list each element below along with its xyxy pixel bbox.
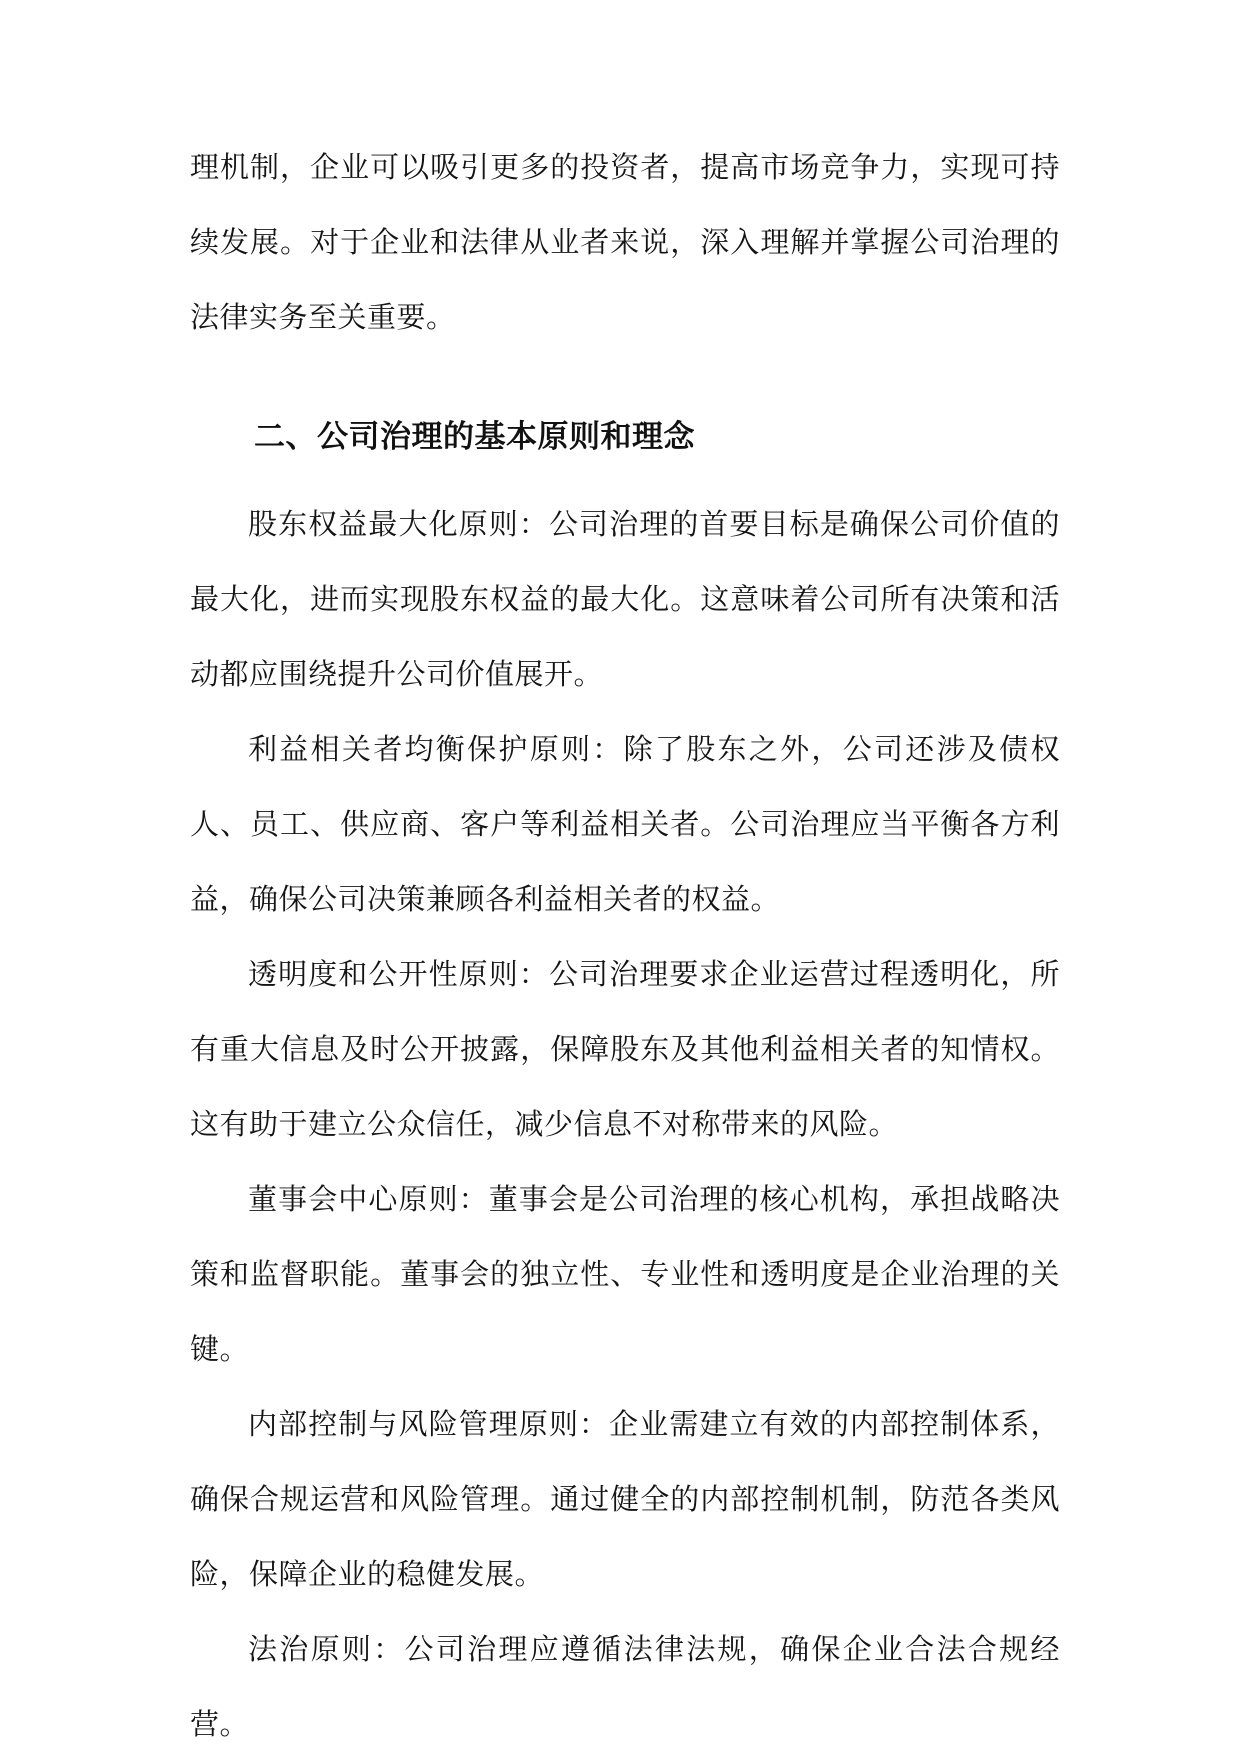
paragraph-rule-of-law: 法治原则：公司治理应遵循法律法规，确保企业合法合规经营。 [190, 1632, 1060, 1741]
document-body [190, 130, 1060, 1762]
paragraph-internal-control: 内部控制与风险管理原则：企业需建立有效的内部控制体系，确保合规运营和风险管理。通过健全的内部控制机制，防范各类风险，保障企业的稳健发展。 [190, 1407, 1060, 1591]
section-heading: 二、公司治理的基本原则和理念 [254, 419, 695, 455]
paragraph-stakeholder-protection: 利益相关者均衡保护原则：除了股东之外，公司还涉及债权人、员工、供应商、客户等利益相关者。公司治理应当平衡各方利益，确保公司决策兼顾各利益相关者的权益。 [190, 732, 1060, 916]
paragraph-board-centric: 董事会中心原则：董事会是公司治理的核心机构，承担战略决策和监督职能。董事会的独立性、专业性和透明度是企业治理的关键。 [190, 1182, 1060, 1366]
paragraph-shareholder-value: 股东权益最大化原则：公司治理的首要目标是确保公司价值的最大化，进而实现股东权益的最大化。这意味着公司所有决策和活动都应围绕提升公司价值展开。 [190, 507, 1060, 691]
paragraph-transparency: 透明度和公开性原则：公司治理要求企业运营过程透明化，所有重大信息及时公开披露，保障股东及其他利益相关者的知情权。这有助于建立公众信任，减少信息不对称带来的风险。 [190, 957, 1060, 1141]
intro-paragraph: 理机制，企业可以吸引更多的投资者，提高市场竞争力，实现可持续发展。对于企业和法律从业者来说，深入理解并掌握公司治理的法律实务至关重要。 [190, 150, 1060, 334]
